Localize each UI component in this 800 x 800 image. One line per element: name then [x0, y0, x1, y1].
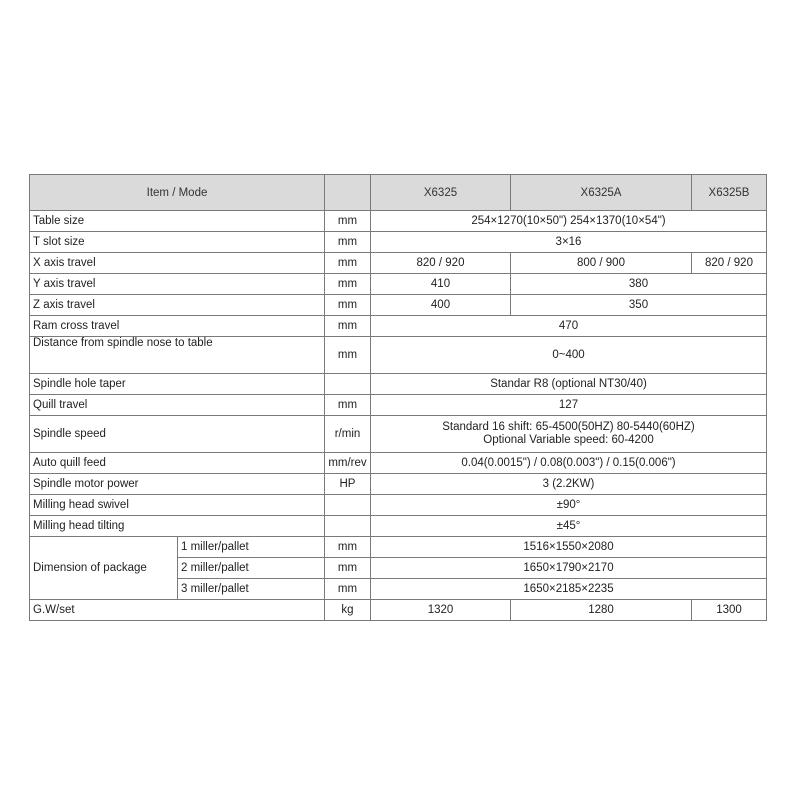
row-value: 0~400 — [371, 337, 767, 374]
value-x6325a: 1280 — [511, 600, 692, 621]
header-row — [30, 175, 767, 211]
row-label: Z axis travel — [30, 295, 325, 316]
row-label: Spindle hole taper — [30, 374, 325, 395]
row-gw — [30, 600, 767, 621]
row-hole-taper — [30, 374, 767, 395]
row-swivel — [30, 495, 767, 516]
row-unit: mm — [325, 274, 371, 295]
row-value: ±45° — [371, 516, 767, 537]
row-unit: mm — [325, 579, 371, 600]
row-unit — [325, 495, 371, 516]
row-label: Y axis travel — [30, 274, 325, 295]
row-value: 3×16 — [371, 232, 767, 253]
row-unit — [325, 374, 371, 395]
row-value: Standar R8 (optional NT30/40) — [371, 374, 767, 395]
row-unit: mm — [325, 537, 371, 558]
row-value: 1516×1550×2080 — [371, 537, 767, 558]
value-x6325b: 820 / 920 — [692, 253, 767, 274]
row-value: 470 — [371, 316, 767, 337]
row-value: 3 (2.2KW) — [371, 474, 767, 495]
row-quill-travel — [30, 395, 767, 416]
value-x6325a-b: 380 — [511, 274, 767, 295]
value-x6325a-b: 350 — [511, 295, 767, 316]
row-label: T slot size — [30, 232, 325, 253]
row-spindle-nose — [30, 337, 767, 374]
row-package-1 — [30, 537, 767, 558]
row-label: X axis travel — [30, 253, 325, 274]
row-unit: mm — [325, 232, 371, 253]
row-unit: mm — [325, 211, 371, 232]
row-z-axis — [30, 295, 767, 316]
row-t-slot — [30, 232, 767, 253]
row-ram — [30, 316, 767, 337]
row-value: 1650×1790×2170 — [371, 558, 767, 579]
row-value: 0.04(0.0015") / 0.08(0.003") / 0.15(0.006") — [371, 453, 767, 474]
row-unit: mm — [325, 316, 371, 337]
row-tilting — [30, 516, 767, 537]
row-unit: mm — [325, 253, 371, 274]
row-unit: mm — [325, 395, 371, 416]
header-unit — [325, 175, 371, 211]
row-label: Milling head swivel — [30, 495, 325, 516]
row-label: Distance from spindle nose to table — [30, 337, 325, 374]
header-model-x6325a: X6325A — [511, 175, 692, 211]
row-value: 1650×2185×2235 — [371, 579, 767, 600]
row-value — [371, 416, 767, 453]
row-table-size — [30, 211, 767, 232]
row-unit: HP — [325, 474, 371, 495]
row-unit: mm — [325, 558, 371, 579]
package-sub-label: 3 miller/pallet — [178, 579, 325, 600]
value-x6325: 820 / 920 — [371, 253, 511, 274]
row-unit: kg — [325, 600, 371, 621]
row-value: 254×1270(10×50") 254×1370(10×54") — [371, 211, 767, 232]
row-value: ±90° — [371, 495, 767, 516]
row-label: G.W/set — [30, 600, 325, 621]
row-value: 127 — [371, 395, 767, 416]
row-unit: mm/rev — [325, 453, 371, 474]
row-unit: mm — [325, 295, 371, 316]
spindle-speed-line-1: Standard 16 shift: 65-4500(50HZ) 80-5440(60HZ) — [442, 421, 695, 433]
row-x-axis — [30, 253, 767, 274]
row-quill-feed — [30, 453, 767, 474]
row-unit: mm — [325, 337, 371, 374]
row-label: Ram cross travel — [30, 316, 325, 337]
spec-table — [29, 174, 767, 621]
row-label: Spindle motor power — [30, 474, 325, 495]
header-model-x6325: X6325 — [371, 175, 511, 211]
package-sub-label: 2 miller/pallet — [178, 558, 325, 579]
row-label: Auto quill feed — [30, 453, 325, 474]
value-x6325a: 800 / 900 — [511, 253, 692, 274]
header-item-mode: Item / Mode — [30, 175, 325, 211]
row-label: Quill travel — [30, 395, 325, 416]
row-motor-power — [30, 474, 767, 495]
row-label: Milling head tilting — [30, 516, 325, 537]
spindle-speed-line-2: Optional Variable speed: 60-4200 — [483, 434, 654, 446]
header-model-x6325b: X6325B — [692, 175, 767, 211]
package-sub-label: 1 miller/pallet — [178, 537, 325, 558]
value-x6325: 400 — [371, 295, 511, 316]
value-x6325: 410 — [371, 274, 511, 295]
row-unit — [325, 516, 371, 537]
row-unit: r/min — [325, 416, 371, 453]
row-y-axis — [30, 274, 767, 295]
value-x6325b: 1300 — [692, 600, 767, 621]
row-label: Table size — [30, 211, 325, 232]
row-label: Spindle speed — [30, 416, 325, 453]
row-spindle-speed — [30, 416, 767, 453]
row-label: Dimension of package — [30, 537, 178, 600]
value-x6325: 1320 — [371, 600, 511, 621]
